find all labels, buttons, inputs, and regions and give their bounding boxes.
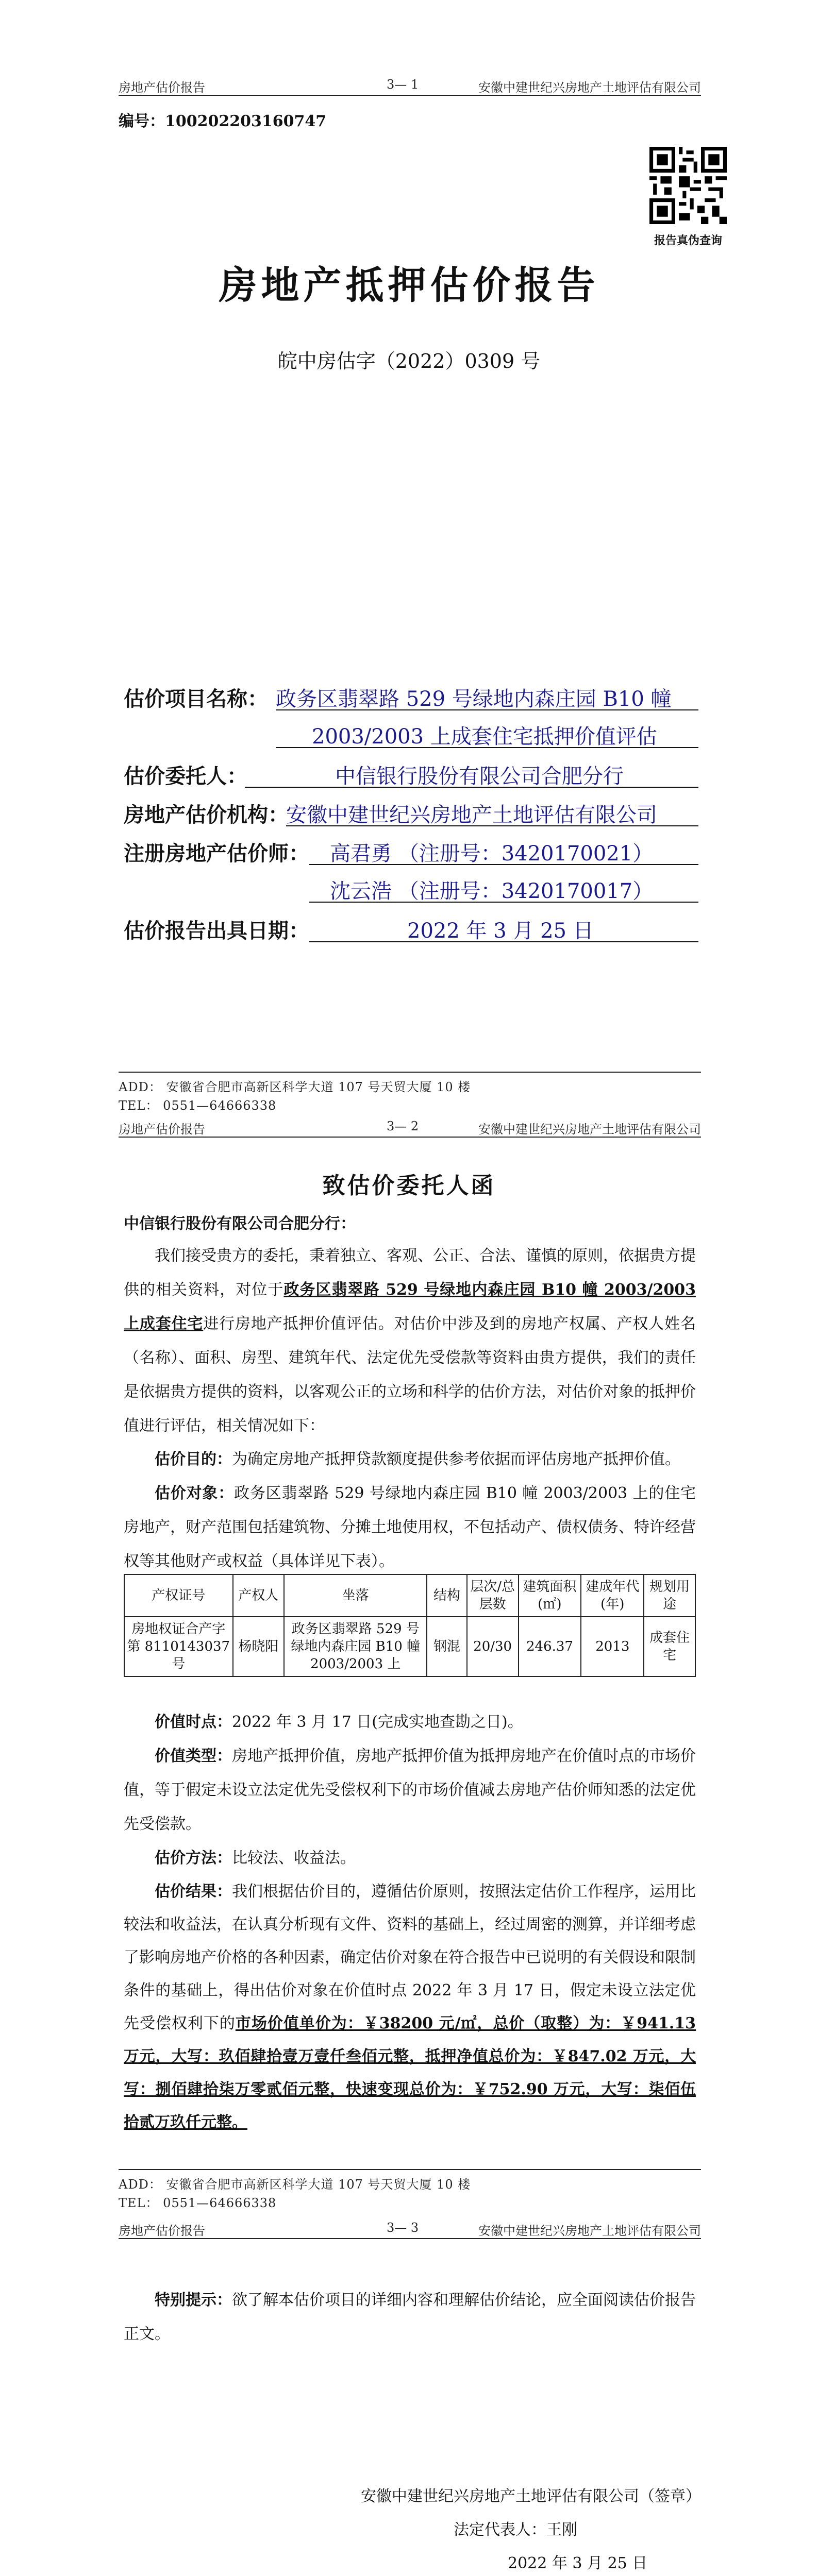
letter-object: 估价对象：政务区翡翠路 529 号绿地内森庄园 B10 幢 2003/2003 上的住宅房地产，财产范围包括建筑物、分摊土地使用权，不包括动产、债权债务、特许经营权等其他财产或权益（具体详见下表）。 (124, 1484, 696, 1570)
table-header-row: 产权证号 产权人 坐落 结构 层次/总层数 建筑面积(㎡) 建成年代(年) 规划用途 (124, 1574, 695, 1617)
letter-notice: 特别提示：欲了解本估价项目的详细内容和理解估价结论，应全面阅读估价报告正文。 (124, 2291, 696, 2343)
header-right: 安徽中建世纪兴房地产土地评估有限公司 (478, 80, 701, 95)
letter-salutation: 中信银行股份有限公司合肥分行： (124, 1215, 356, 1233)
header-left: 房地产估价报告 (119, 80, 205, 95)
page-footer-2: ADD： 安徽省合肥市高新区科学大道 107 号天贸大厦 10 楼 TEL： 0551—64666338 (119, 2169, 701, 2212)
letter-value-date: 价值时点：2022 年 3 月 17 日(完成实地查勘之日)。 (155, 1713, 523, 1731)
letter-title: 致估价委托人函 (322, 1173, 496, 1199)
appraiser-label: 注册房地产估价师： (124, 841, 309, 866)
table-row: 房地权证合产字第 8110143037 号 杨晓阳 政务区翡翠路 529 号绿地内森庄园 B10 幢 2003/2003 上 钢混 20/30 246.37 2013 成套住宅 (124, 1617, 695, 1676)
project-label: 估价项目名称： (124, 687, 268, 711)
letter-result: 估价结果：我们根据估价目的，遵循估价原则，按照法定估价工作程序，运用比较法和收益法，在认真分析现有文件、资料的基础上，经过周密的测算，并详细考虑了影响房地产价格的各种因素，确定估价对象在符合报告中已说明的有关假设和限制条件的基础上，得出估价对象在价值时点 2022 年 3 月 17 日，假定未设立法定优先受偿权利下的市场价值单价为：￥38200 元/㎡，总价（取整）为：￥941.13 万元，大写：玖佰肆拾壹万壹仟叁佰元整，抵押净值总价为：￥847.02 万元，大写：捌佰肆拾柒万零贰佰元整，快速变现总价为：￥752.90 万元，大写：柒佰伍拾贰万玖仟元整。 (124, 1883, 696, 2131)
report-title: 房地产抵押估价报告 (219, 263, 599, 308)
sign-date: 2022 年 3 月 25 日 (508, 2554, 648, 2572)
appraiser-1: 高君勇 （注册号：3420170021） (330, 842, 654, 866)
property-table (124, 1574, 696, 1677)
qr-code-icon[interactable] (649, 147, 727, 224)
project-value-2: 2003/2003 上成套住宅抵押价值评估 (312, 725, 657, 749)
page-footer-1 (119, 1072, 701, 1115)
letter-method: 估价方法：比较法、收益法。 (155, 1849, 356, 1867)
report-number: 皖中房估字（2022）0309 号 (277, 350, 541, 372)
header-page: 3— 1 (387, 77, 419, 92)
sign-representative: 法定代表人：王刚 (454, 2521, 577, 2539)
letter-intro: 我们接受贵方的委托，秉着独立、客观、公正、合法、谨慎的原则，依据贵方提供的相关资料，对位于政务区翡翠路 529 号绿地内森庄园 B10 幢 2003/2003 上成套住宅进行房地产抵押价值评估。对估价中涉及到的房地产权属、产权人姓名（名称）、面积、房型、建筑年代、法定优先受偿款等资料由贵方提供，我们的责任是依据贵方提供的资料，以客观公正的立场和科学的估价方法，对估价对象的抵押价值进行评估，相关情况如下： (124, 1247, 696, 1435)
serial-number: 编号：100202203160747 (119, 112, 327, 130)
qr-caption: 报告真伪查询 (654, 234, 722, 247)
project-value-1: 政务区翡翠路 529 号绿地内森庄园 B10 幢 (276, 687, 672, 711)
letter-value-type: 价值类型：房地产抵押价值，房地产抵押价值为抵押房地产在价值时点的市场价值，等于假定未设立法定优先受偿权利下的市场价值减去房地产估价师知悉的法定优先受偿款。 (124, 1747, 696, 1833)
date-label: 估价报告出具日期： (124, 919, 309, 943)
date-value: 2022 年 3 月 25 日 (407, 919, 594, 943)
client-label: 估价委托人： (124, 764, 247, 788)
header-rule (119, 95, 701, 96)
agency-label: 房地产估价机构： (124, 803, 289, 827)
sign-company: 安徽中建世纪兴房地产土地评估有限公司（签章） (361, 2487, 701, 2505)
client-value: 中信银行股份有限公司合肥分行 (335, 765, 624, 788)
letter-purpose: 估价目的：为确定房地产抵押贷款额度提供参考依据而评估房地产抵押价值。 (155, 1450, 680, 1468)
appraiser-2: 沈云浩 （注册号：3420170017） (330, 879, 654, 903)
agency-value: 安徽中建世纪兴房地产土地评估有限公司 (286, 803, 657, 827)
footer-address: ADD： 安徽省合肥市高新区科学大道 107 号天贸大厦 10 楼 (119, 1080, 471, 1094)
footer-tel: TEL： 0551—64666338 (119, 1098, 277, 1113)
